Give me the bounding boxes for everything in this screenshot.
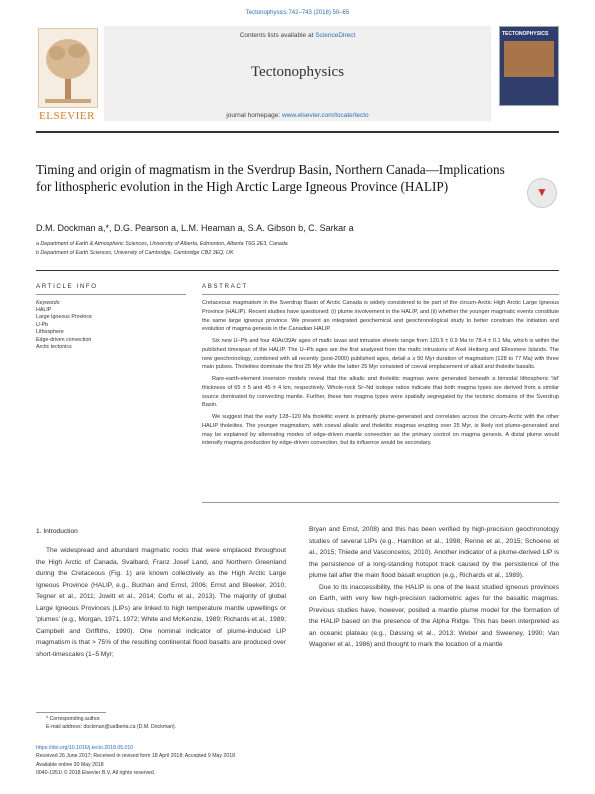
header-divider — [36, 131, 559, 133]
keyword: Arctic tectonics — [36, 344, 72, 351]
keyword: U-Pb — [36, 321, 49, 328]
cover-image — [504, 41, 554, 77]
keywords-label: Keywords: — [36, 300, 61, 306]
abstract-panel — [202, 283, 559, 451]
doi-link[interactable]: https://doi.org/10.1016/j.tecto.2018.05.010 — [36, 745, 134, 751]
author-list: D.M. Dockman a,*, D.G. Pearson a, L.M. Heaman a, S.A. Gibson b, C. Sarkar a — [36, 223, 354, 233]
homepage-link[interactable]: www.elsevier.com/locate/tecto — [281, 112, 369, 119]
elsevier-logo — [36, 22, 98, 127]
section-divider — [36, 270, 559, 271]
affiliation-b: b Department of Earth Sciences, University of Cambridge, Cambridge CB2 3EQ, UK — [36, 249, 234, 256]
body-paragraph: The widespread and abundant magmatic rocks that were emplaced throughout the High Arctic of Canada, Svalbard, Franz Josef Land, and Northern Greenland during the Cretaceous (Fig. 1) are known collectively as the High Arctic Large Igneous Province (HALIP, e.g., Buchan and Ernst, 2006; Ernst and Bleeker, 2010; Tegner et al., 2011; Jowitt et al., 2014; Corfu et al., 2013). The majority of global Large Igneous Provinces (LIPs) are linked to high temperature mantle upwellings or 'plumes' (e.g., Morgan, 1971, 1972; White and McKenzie, 1989; Richards et al., 1989; Campbell and Griffiths, 1990). One nominal indicator of plume-induced LIP magmatism is that > 75% of the resulting continental flood basalts are produced over short-timescales (1–5 Myr; — [36, 547, 286, 658]
article-info-heading: ARTICLE INFO — [36, 283, 98, 290]
sciencedirect-link[interactable]: ScienceDirect — [315, 32, 356, 39]
body-paragraph: Bryan and Ernst, 2008) and this has been verified by high-precision geochronology studies of several LIPs (e.g., Hamilton et al., 1998; Renne et al., 2015; Schoene et al., 2015; Thiede and Vasconcelos, 2010). Another indicator of a plume-derived LIP is the persistence of a long-standing hotspot track caused by the persistence of the plume tail after the main flood basalt eruption (e.g., Richards et al., 1989). — [309, 526, 559, 579]
cover-title: TECTONOPHYSICS — [502, 31, 549, 37]
abstract-paragraph: Cretaceous magmatism in the Sverdrup Basin of Arctic Canada is widely considered to be part of the circum-Arctic High Arctic Large Igneous Province (HALIP). Recent studies have questioned: (i) plume involvement in the HALIP, and (ii) whether the younger magmatic events constitute the same large igneous province. We present an integrated geochemical and geochronological study to better constrain the initiation and evolution of magma genesis in the Canadian HALIP. — [202, 300, 559, 333]
body-column-left — [36, 528, 286, 660]
journal-cover-thumbnail — [499, 26, 559, 106]
affiliation-a: a Department of Earth & Atmospheric Sciences, University of Alberta, Edmonton, Alberta T6G 2E3, Canada — [36, 241, 288, 247]
journal-masthead — [36, 22, 559, 130]
contents-availability: Contents lists available at ScienceDirect — [239, 32, 356, 39]
article-info-panel — [36, 283, 186, 351]
online-date: Available online 30 May 2018 — [36, 761, 104, 768]
article-info-rule — [36, 294, 186, 295]
article-history: Received 26 June 2017; Received in revised form 18 April 2018; Accepted 9 May 2018 — [36, 753, 235, 760]
article-metadata — [36, 744, 356, 778]
publisher-name: ELSEVIER — [39, 110, 95, 122]
tree-logo-icon — [38, 28, 98, 108]
abstract-bottom-rule — [202, 502, 559, 503]
abstract-paragraph: Rare-earth-element inversion models reveal that the alkalic and tholeiitic magmas were generated beneath a bimodal lithospheric 'lid' thickness of 65 ± 5 and 45 ± 4 km, respectively. Whole-rock Sr–Nd isotope ratios indicate that both magma types are derived from a similar source dominated by convecting mantle. Further, these two magma types were spatially segregated by the tectonic domains of the Sverdrup Basin. — [202, 376, 559, 409]
body-column-right — [309, 524, 559, 651]
affiliations — [36, 240, 556, 257]
keyword-list — [36, 307, 186, 351]
article-title: Timing and origin of magmatism in the Sverdrup Basin, Northern Canada—Implications for lithospheric evolution in the High Arctic Large Igneous Province (HALIP) — [36, 162, 505, 194]
corresponding-author-note: * Corresponding author. — [46, 716, 101, 722]
author-email[interactable]: E-mail address: dockman@ualberta.ca (D.M. Dockman). — [46, 723, 177, 730]
abstract-paragraph: We suggest that the early 128–120 Ma tholeiitic event is primarily plume-generated and correlates across the circum-Arctic with the other HALIP tholeiites. The younger magmatism, with coeval alkalic and tholeiitic magmas erupting over 25 Myr, is likely not plume-generated and may be explained by alternating modes of edge-driven mantle convection as the primary control on magma genesis. A distal plume would intensify magma production by edge-driven convection, but its influence would be secondary. — [202, 414, 559, 447]
footnote-rule — [36, 712, 106, 713]
journal-homepage: journal homepage: www.elsevier.com/locate/tecto — [226, 112, 369, 119]
abstract-heading: ABSTRACT — [202, 283, 248, 290]
journal-citation[interactable]: Tectonophysics 742–743 (2018) 50–65 — [245, 10, 350, 16]
copyright-notice: 0040-1951/ © 2018 Elsevier B.V. All rights reserved. — [36, 770, 156, 777]
keyword: Large Igneous Province — [36, 314, 92, 321]
keyword: Edge-driven convection — [36, 336, 92, 343]
journal-name: Tectonophysics — [250, 64, 345, 80]
journal-banner — [104, 26, 491, 121]
abstract-paragraph: Six new U–Pb and four 40Ar/39Ar ages of mafic lavas and intrusive sheets range from 120.9 ± 0.9 Ma to 78.4 ± 0.1 Ma, which is within the published timespan of the HALIP. The U–Pb ages are the first analyzed from the mafic intrusions of Axel Heiberg and Ellesmere Islands. The new geochronology, combined with all recently (post-2000) published ages, detail a ≥ 50 Myr duration of magmatism (128 to 77 Ma) with three main pulses. Tholeiites dominate the first 25 Myr while the latter 25 Myr consisted of coeval emplacement of alkali and tholeiite basalts. — [202, 338, 559, 371]
body-paragraph: Due to its inaccessibility, the HALIP is one of the least studied igneous provinces on Earth, with very few high-precision radiometric ages for the basaltic magmas. Previous studies have, however, posited a mantle plume model for the formation of the HALIP based on the presence of the Alpha Ridge. This has been interpreted as an oceanic plateau (e.g., Døssing et al., 2013; Weber and Sweeney, 1990; Van Wagoner et al., 1986) and thought to mark the location of a mantle — [309, 583, 559, 648]
abstract-rule — [202, 294, 559, 295]
keyword: Lithosphere — [36, 329, 64, 336]
footnotes — [36, 712, 286, 731]
bookmark-icon: ▼ — [536, 185, 548, 199]
introduction-heading: 1. Introduction — [36, 528, 78, 535]
keyword: HALIP — [36, 307, 52, 313]
check-for-updates-badge[interactable] — [527, 178, 557, 208]
